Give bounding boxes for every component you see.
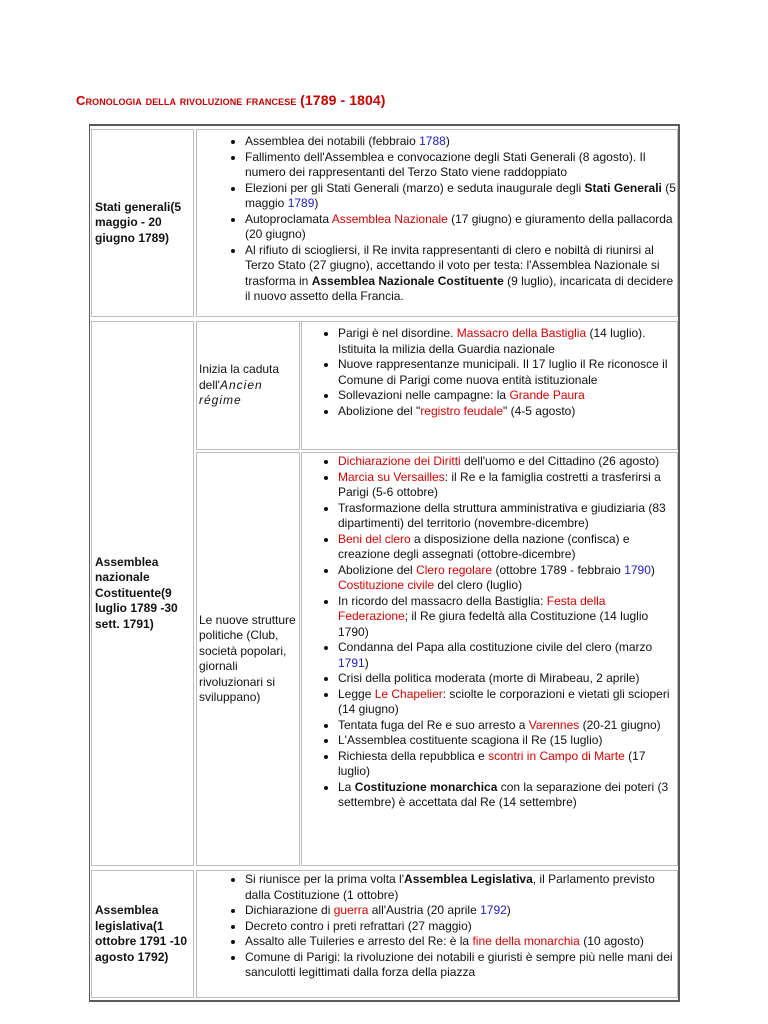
list-item: • Elezioni per gli Stati Generali (marzo) e seduta inaugurale degli Stati Generali (5 maggio 1789)	[245, 181, 677, 212]
link-guerra[interactable]: guerra	[333, 903, 369, 917]
title-years: (1789 - 1804)	[300, 92, 386, 108]
list-item: • Dichiarazione dei Diritti dell'uomo e del Cittadino (26 agosto)	[338, 454, 677, 470]
year-link[interactable]: 1788	[419, 134, 446, 148]
list-item: • L'Assemblea costituente scagiona il Re (15 luglio)	[338, 733, 677, 749]
list-item: • Abolizione del Clero regolare (ottobre 1789 - febbraio 1790) Costituzione civile del clero (luglio)	[338, 563, 677, 594]
link-varennes[interactable]: Varennes	[528, 717, 580, 732]
link-marcia-versailles[interactable]: Marcia su Versailles	[338, 469, 445, 484]
ancien-regime-label: Inizia la caduta dell'Ancien régime	[196, 321, 300, 450]
section-label-stati-generali	[91, 129, 194, 317]
link-clero-regolare[interactable]: Clero regolare	[416, 562, 493, 577]
label-text: Assemblea nazionale Costituente(9 luglio 1789 -30 sett. 1791)	[95, 554, 178, 631]
list-item: • Autoproclamata Assemblea Nazionale (17 giugno) e giuramento della pallacorda (20 giugno)	[245, 212, 677, 243]
year-link[interactable]: 1791	[338, 655, 365, 670]
link-assemblea-nazionale[interactable]: Assemblea Nazionale	[331, 211, 448, 226]
ancien-regime-events	[301, 321, 678, 450]
list-item: • Decreto contro i preti refrattari (27 maggio)	[245, 919, 677, 935]
label-text: Assemblea legislativa(1 ottobre 1791 -10 agosto 1792)	[95, 903, 188, 964]
list-item: • Comune di Parigi: la rivoluzione dei notabili e giuristi è sempre più nelle mani dei sanculotti legittimati dalla forza della piazza	[245, 950, 677, 981]
list-item: • Richiesta della repubblica e scontri in Campo di Marte (17 luglio)	[338, 749, 677, 780]
section-label-costituente	[91, 321, 194, 866]
link-costituzione-civile[interactable]: Costituzione civile	[338, 578, 435, 592]
link-fine-monarchia[interactable]: fine della monarchia	[472, 934, 580, 948]
list-item: • Tentata fuga del Re e suo arresto a Varennes (20-21 giugno)	[338, 718, 677, 734]
ancien-event-list	[302, 326, 677, 419]
year-link[interactable]: 1790	[624, 562, 651, 577]
link-le-chapelier[interactable]: Le Chapelier	[374, 686, 443, 701]
title-main: Cronologia della rivoluzione francese	[76, 93, 297, 108]
link-beni-clero[interactable]: Beni del clero	[338, 531, 411, 546]
list-item: • Sollevazioni nelle campagne: la Grande Paura	[338, 388, 677, 404]
list-item: • Parigi è nel disordine. Massacro della Bastiglia (14 luglio). Istituita la milizia della Guardia nazionale	[338, 326, 677, 357]
list-item: • Nuove rappresentanze municipali. Il 17 luglio il Re riconosce il Comune di Parigi come nuova entità istituzionale	[338, 357, 677, 388]
link-festa-federazione[interactable]: Festa della Federazione	[338, 593, 606, 623]
legislativa-events	[196, 870, 678, 998]
link-campo-di-marte[interactable]: scontri in Campo di Marte	[488, 748, 625, 763]
list-item: • Marcia su Versailles: il Re e la famiglia costretti a trasferirsi a Parigi (5-6 ottobre)	[338, 470, 677, 501]
link-dichiarazione-diritti[interactable]: Dichiarazione dei Diritti	[338, 454, 461, 468]
link-grande-paura[interactable]: Grande Paura	[509, 388, 585, 402]
list-item: • In ricordo del massacro della Bastiglia: Festa della Federazione; il Re giura fedeltà alla Costituzione (14 luglio 1790)	[338, 594, 677, 641]
stati-events	[196, 129, 678, 317]
legislativa-event-list	[197, 872, 677, 981]
list-item: • Trasformazione della struttura amministrativa e giudiziaria (83 dipartimenti) del territorio (novembre-dicembre)	[338, 501, 677, 532]
list-item: • Crisi della politica moderata (morte di Mirabeau, 2 aprile)	[338, 671, 677, 687]
page-title	[76, 92, 386, 108]
stati-event-list	[197, 134, 677, 305]
list-item: • Condanna del Papa alla costituzione civile del clero (marzo 1791)	[338, 640, 677, 671]
list-item: • Abolizione del "registro feudale" (4-5 agosto)	[338, 404, 677, 420]
link-registro-feudale[interactable]: registro feudale	[420, 403, 504, 418]
label-text: Stati generali(5 maggio - 20 giugno 1789)	[95, 199, 182, 245]
section-label-legislativa	[91, 870, 194, 998]
list-item: • Legge Le Chapelier: sciolte le corporazioni e vietati gli scioperi (14 giugno)	[338, 687, 677, 718]
nuove-strutture-events	[301, 452, 678, 866]
list-item: • Al rifiuto di sciogliersi, il Re invita rappresentanti di clero e nobiltà di riunirsi al Terzo Stato (27 giugno), accettando il voto per testa: l'Assemblea Nazionale si trasforma in Assemblea Nazionale Costituente (9 luglio), incaricata di decidere il nuovo assetto della Francia.	[245, 243, 677, 305]
link-massacro-bastiglia[interactable]: Massacro della Bastiglia	[456, 326, 587, 340]
list-item: • Fallimento dell'Assemblea e convocazione degli Stati Generali (8 agosto). Il numero dei rappresentanti del Terzo Stato viene raddoppiato	[245, 150, 677, 181]
nuove-strutture-label: Le nuove strutture politiche (Club, società popolari, giornali rivoluzionari si sviluppano)	[196, 452, 300, 866]
year-link[interactable]: 1789	[287, 196, 315, 210]
list-item: • Dichiarazione di guerra all'Austria (20 aprile 1792)	[245, 903, 677, 919]
year-link[interactable]: 1792	[480, 903, 507, 917]
list-item: • Si riunisce per la prima volta l'Assemblea Legislativa, il Parlamento previsto dalla Costituzione (1 ottobre)	[245, 872, 677, 903]
list-item: • Assemblea dei notabili (febbraio 1788)	[245, 134, 677, 150]
list-item: • Beni del clero a disposizione della nazione (confisca) e creazione degli assegnati (ottobre-dicembre)	[338, 532, 677, 563]
list-item: • Assalto alle Tuileries e arresto del Re: è la fine della monarchia (10 agosto)	[245, 934, 677, 950]
strutture-event-list	[302, 454, 677, 811]
list-item: • La Costituzione monarchica con la separazione dei poteri (3 settembre) è accettata dal Re (14 settembre)	[338, 780, 677, 811]
chronology-table	[89, 124, 680, 1002]
